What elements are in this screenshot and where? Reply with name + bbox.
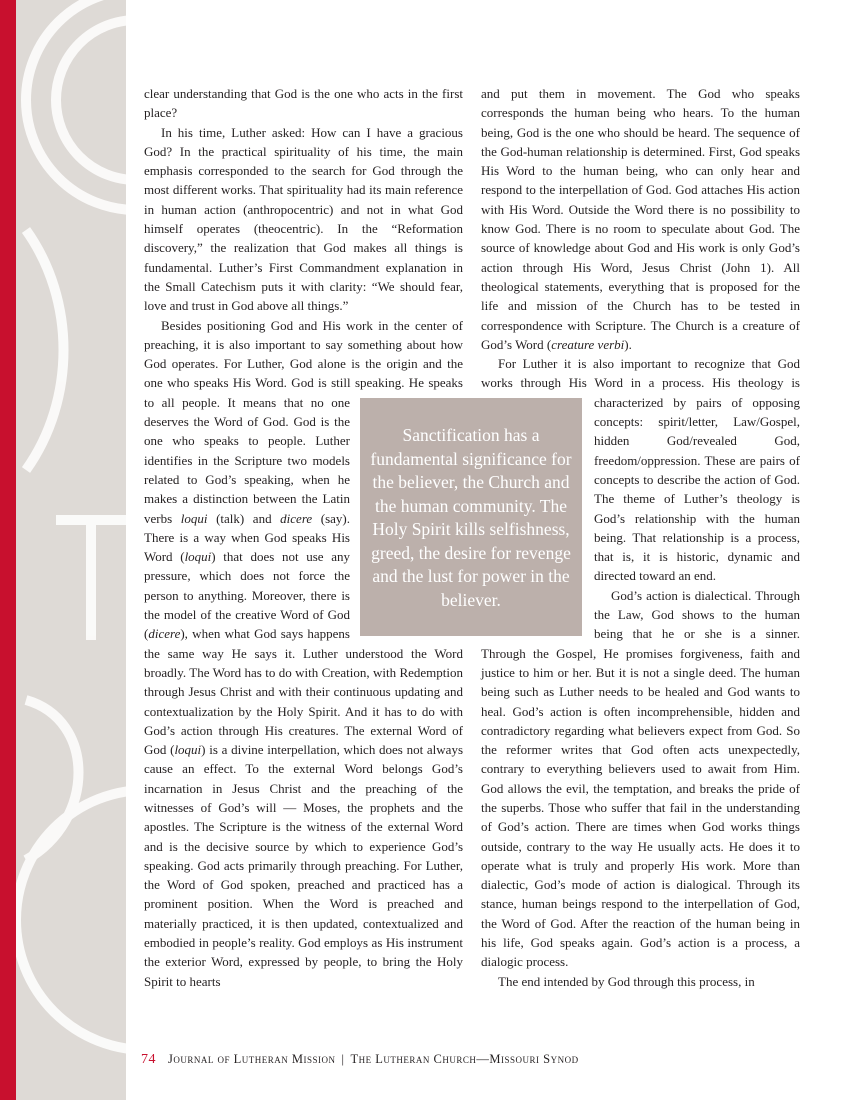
journal-name: Journal of Lutheran Mission xyxy=(168,1052,336,1066)
right-paragraph-1-text: and put them in movement. The God who speaks corresponds the human being who hears. To the human being, God is the one who should be heard. The sequence of the God-human relationship is determined. First, God speaks His Word to the human being, who can only hear and respond to the interpellation of God. God attaches His action with His Word. Outside the Word there is no possibility to know God. There is no room to speculate about God. The source of knowledge about God and His work is only God’s action through His Word, Jesus Christ (John 1). All theological statements, everything that is proposed for the life and mission of the Church has to be tested in correspondence with Scripture. The Church is a creature of God’s Word ( xyxy=(481,86,800,352)
left-paragraph-3-text-b: (talk) and xyxy=(207,510,281,526)
left-paragraph-3-text-c: (say). There is a way when God speaks His Word ( xyxy=(144,510,350,565)
italic-loqui-2: loqui xyxy=(184,549,212,565)
left-paragraph-3-text-e: ), when what God says happens the same way He says it. Luther understood the Word broadly. The Word has to do with Creation, with Redemption through Jesus Christ and with their continuous updating and contextualization by the Holy Spirit. And it has to do with God’s action through His creatures. The external Word of God ( xyxy=(144,626,463,758)
italic-creature-verbi: creature verbi xyxy=(551,336,625,352)
italic-dicere: dicere xyxy=(280,510,313,526)
left-paragraph-3-text-a: Besides positioning God and His work in the center of preaching, it is also important to say something about how God operates. For Luther, God alone is the origin and the one who speaks His Word. God is still speaking. He speaks to all people. It means that no one deserves the Word of God. God is the one who speaks to people. Luther identifies in the Scripture two models related to God’s speaking, when he makes a distinction between the Latin verbs xyxy=(144,317,463,526)
right-paragraph-4: The end intended by God through this process, in xyxy=(498,973,755,989)
italic-dicere-2: dicere xyxy=(148,626,181,642)
left-paragraph-3-text-f: ) is a divine interpellation, which does not always cause an effect. To the external Word belongs God’s incarnation in Jesus Christ and the preaching of the witnesses of God’s will — Moses, the prophets and the apostles. The Scripture is the witness of the external Word and is the decisive source by which to experience God’s speaking. God acts primarily through preaching. For Luther, the Word of God spoken, preached and practiced has a prominent position. When the Word is preached and materially practiced, it is then updated, contextualized and embodied in people’s reality. God employs as His instrument the exterior Word, expressed by people, to bring the Holy Spirit to hearts xyxy=(144,742,464,989)
decorative-side-band xyxy=(16,0,126,1100)
page-footer xyxy=(141,1052,579,1068)
left-paragraph-3-text-d: ) that does not use any pressure, which does not force the person to anything. Moreover, there is the model of the creative Word of God ( xyxy=(144,549,350,642)
accent-red-bar xyxy=(0,0,16,1100)
right-paragraph-2: For Luther it is also important to recognize that God works through His Word in a process. His theology is characterized by pairs of opposing concepts: spirit/letter, Law/Gospel, hidden God/revealed God, freedom/oppression. These are pairs of concepts to describe the action of God. The theme of Luther’s theology is God’s relationship with the human being. That relationship is a process, that is, it is historic, dynamic and directed toward an end. xyxy=(481,356,800,584)
publisher-name: The Lutheran Church—Missouri Synod xyxy=(350,1052,579,1066)
left-paragraph-2: In his time, Luther asked: How can I have a gracious God? In the practical spirituality of his time, the main emphasis corresponded to the search for God through the most different works. That spirituality had its main reference in human action (anthropocentric) and not in what God himself operates (theocentric). In the “Reformation discovery,” the realization that God makes all things is fundamental. Luther’s First Commandment explanation in the Small Catechism puts it with clarity: “We should fear, love and trust in God above all things.” xyxy=(144,124,463,314)
right-paragraph-1-end: ). xyxy=(624,336,632,352)
right-paragraph-3: God’s action is dialectical. Through the Law, God shows to the human being that he or she is a sinner. Through the Gospel, He promises forgiveness, faith and justice to him or her. But it is not a single deed. The human being such as Luther needs to be healed and God wants to heal. God’s action is often incomprehensible, hidden and contradictory regarding what believers expect from God. So the reformer writes that God often acts unexpectedly, contrary to everything believers used to await from Him. God allows the evil, the temptation, and breaks the pride of the superbs. Those who suffer that fail in the understanding of God’s action. There are times when God works things outside, contrary to the way He usually acts. He does it to operate what is truly and properly His work. More than dialectic, God’s mode of action is dialogical. Through its stance, human beings respond to the interpellation of God, the Word of God. After the reaction of the human being in his life, God speaks again. God’s action is a process, a dialogic process. xyxy=(481,587,800,970)
italic-loqui-3: loqui xyxy=(174,742,202,758)
left-paragraph-1: clear understanding that God is the one who acts in the first place? xyxy=(144,86,463,121)
footer-separator: | xyxy=(341,1052,345,1066)
italic-loqui: loqui xyxy=(180,510,208,526)
right-paragraph-1 xyxy=(481,84,800,354)
page-number: 74 xyxy=(141,1052,156,1067)
pull-quote: Sanctification has a fundamental significance for the believer, the Church and the human community. The Holy Spirit kills selfishness, greed, the desire for revenge and the lust for power in the believer. xyxy=(360,398,582,636)
decorative-seal-watermark-icon xyxy=(16,0,126,1100)
